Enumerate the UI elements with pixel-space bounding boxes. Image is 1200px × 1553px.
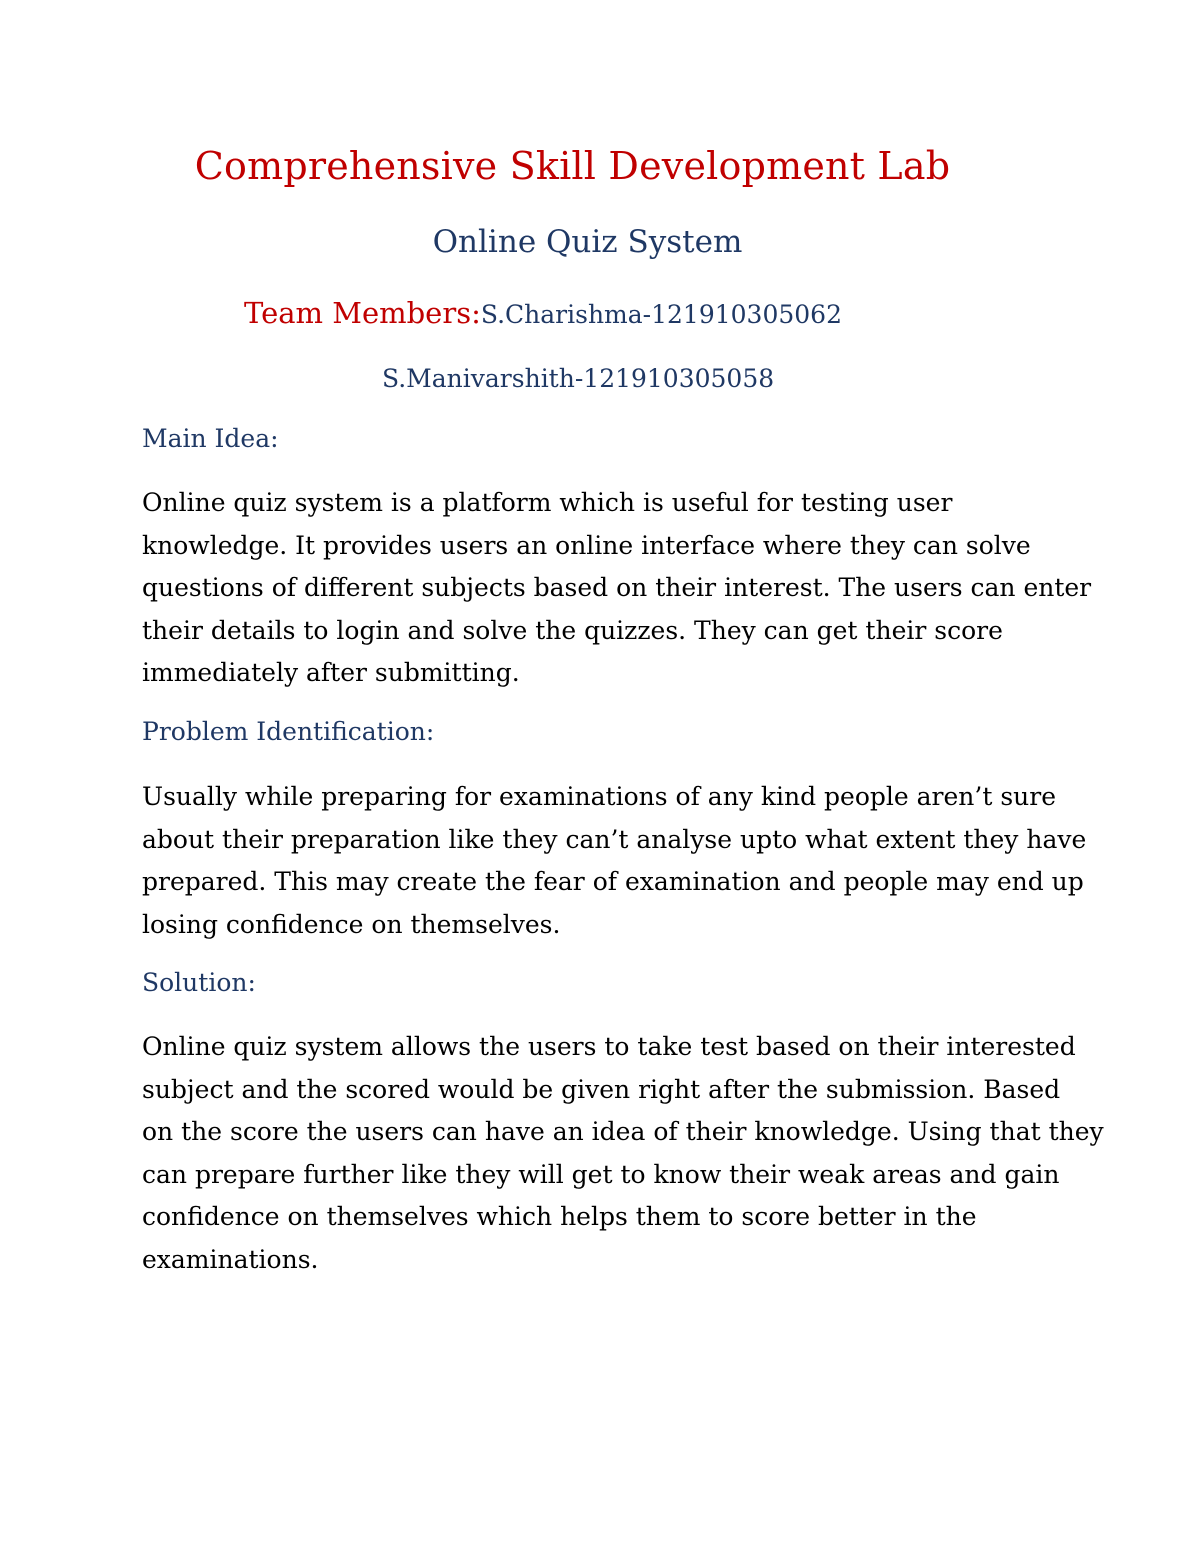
- paragraph-line: can prepare further like they will get to know their weak areas and gain: [142, 1159, 1060, 1189]
- document-title: Comprehensive Skill Development Lab: [194, 144, 951, 188]
- section-body-solution: [142, 1026, 1142, 1281]
- paragraph-line: Online quiz system is a platform which is useful for testing user: [142, 488, 953, 517]
- section-heading-main-idea: Main Idea:: [142, 424, 279, 453]
- paragraph-line: examinations.: [142, 1244, 319, 1274]
- paragraph-line: losing confidence on themselves.: [142, 909, 561, 939]
- section-body-main-idea: [142, 482, 1142, 695]
- paragraph-line: immediately after submitting.: [142, 658, 520, 687]
- paragraph-line: subject and the scored would be given right after the submission. Based: [142, 1074, 1061, 1104]
- paragraph-line: knowledge. It provides users an online interface where they can solve: [142, 530, 1031, 560]
- paragraph-line: Online quiz system allows the users to take test based on their interested: [142, 1032, 1076, 1061]
- team-member-2: S.Manivarshith-121910305058: [382, 364, 775, 393]
- paragraph-line: prepared. This may create the fear of examination and people may end up: [142, 867, 1084, 896]
- paragraph-line: questions of different subjects based on their interest. The users can enter: [142, 573, 1092, 602]
- paragraph-line: confidence on themselves which helps them to score better in the: [142, 1202, 977, 1231]
- team-member-1: S.Charishma-121910305062: [480, 300, 842, 329]
- paragraph-line: about their preparation like they can’t analyse upto what extent they have: [142, 824, 1087, 854]
- document-subtitle: Online Quiz System: [432, 224, 743, 260]
- section-heading-solution: Solution:: [142, 968, 256, 997]
- section-heading-problem-identification: Problem Identification:: [142, 717, 435, 746]
- paragraph-line: on the score the users can have an idea of their knowledge. Using that they: [142, 1117, 1104, 1146]
- paragraph-line: Usually while preparing for examinations of any kind people aren’t sure: [142, 782, 1057, 811]
- team-members-line: [244, 296, 842, 330]
- section-body-problem-identification: [142, 776, 1142, 946]
- paragraph-line: their details to login and solve the quizzes. They can get their score: [142, 615, 1003, 645]
- team-members-label: Team Members:: [244, 296, 481, 330]
